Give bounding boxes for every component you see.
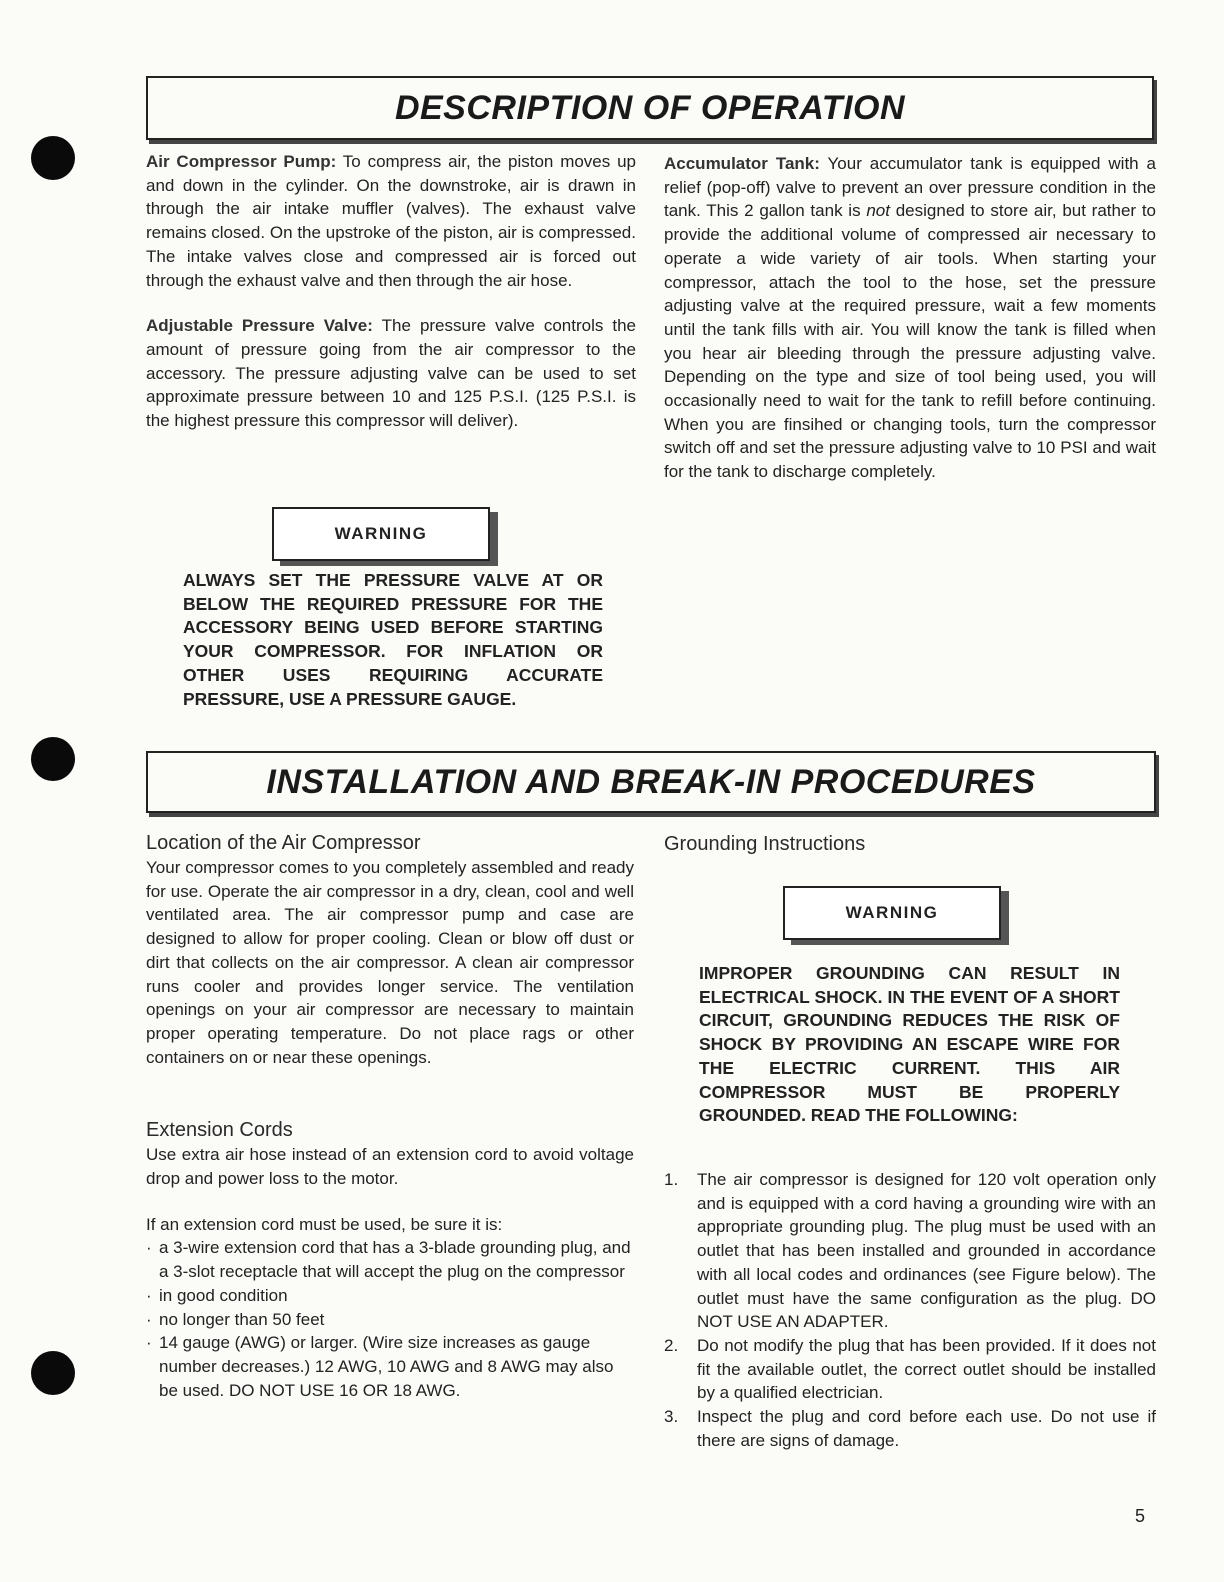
tank-lead: Accumulator Tank:: [664, 154, 820, 173]
installation-left-column: [146, 830, 634, 1402]
step-text: Do not modify the plug that has been provided. If it does not fit the available outlet, the correct outlet should be installed by a qualified electrician.: [697, 1335, 1156, 1403]
extension-cords-heading: Extension Cords: [146, 1119, 293, 1142]
warning-label: WARNING: [334, 524, 428, 543]
list-item: [664, 1168, 1156, 1334]
tank-text-a: Your accumulator tank is equipped with a relief (pop-off) valve to prevent an over pressure condition in the tank. This 2 gallon tank is: [664, 154, 1156, 221]
section-title-installation: INSTALLATION AND BREAK-IN PROCEDURES: [266, 762, 1036, 801]
tank-not-emphasis: not: [866, 201, 890, 221]
step-number: 2.: [664, 1335, 679, 1355]
warning-box-grounding: [783, 886, 1001, 940]
extension-paragraph: Use extra air hose instead of an extension cord to avoid voltage drop and power loss to the motor.: [146, 1145, 634, 1189]
page-number: 5: [1135, 1506, 1146, 1526]
adjustable-valve-paragraph: [146, 314, 636, 433]
extension-intro: If an extension cord must be used, be sure it is:: [146, 1214, 503, 1234]
grounding-steps-list: [664, 1168, 1156, 1452]
description-right-column: [664, 152, 1156, 484]
section-header-installation: [146, 751, 1156, 813]
pump-text: To compress air, the piston moves up and down in the cylinder. On the downstroke, air is drawn in through the air intake muffler (valves). The exhaust valve remains closed. On the upstroke of the piston, air is compressed. The intake valves close and compressed air is forced out through the exhaust valve and then through the air hose.: [146, 152, 636, 290]
list-item: [664, 1334, 1156, 1405]
pressure-warning-text: ALWAYS SET THE PRESSURE VALVE AT OR BELOW THE REQUIRED PRESSURE FOR THE ACCESSORY BEING USED BEFORE STARTING YOUR COMPRESSOR. FOR INFLATION OR OTHER USES REQUIRING ACCURATE PRESSURE, USE A PRESSURE GAUGE.: [183, 570, 603, 709]
grounding-column: [664, 831, 1156, 857]
grounding-steps: [664, 1168, 1156, 1452]
valve-lead: Adjustable Pressure Valve:: [146, 316, 373, 336]
binder-hole-middle: [31, 737, 75, 781]
description-left-column: [146, 150, 636, 433]
list-item: · a 3-wire extension cord that has a 3-blade grounding plug, and a 3-slot receptacle that will accept the plug on the compressor: [146, 1236, 634, 1283]
extension-requirements-list: [146, 1236, 634, 1402]
binder-hole-bottom: [31, 1351, 75, 1395]
step-text: Inspect the plug and cord before each use. Do not use if there are signs of damage.: [697, 1407, 1156, 1450]
air-compressor-pump-paragraph: [146, 150, 636, 292]
list-item: · 14 gauge (AWG) or larger. (Wire size increases as gauge number decreases.) 12 AWG, 10 AWG and 8 AWG may also be used. DO NOT USE 16 OR 18 AWG.: [146, 1331, 634, 1402]
pump-lead: Air Compressor Pump:: [146, 152, 337, 171]
warning-label: WARNING: [845, 903, 939, 922]
step-text: The air compressor is designed for 120 volt operation only and is equipped with a cord having a grounding wire with an appropriate grounding plug. The plug must be used with an outlet that has been installed and grounded in accordance with all local codes and ordinances (see Figure below). The outlet must have the same configuration as the plug. DO NOT USE AN ADAPTER.: [697, 1170, 1156, 1332]
section-title-description: DESCRIPTION OF OPERATION: [394, 88, 906, 127]
step-number: 1.: [664, 1170, 679, 1189]
location-heading: Location of the Air Compressor: [146, 832, 421, 854]
list-item: [664, 1405, 1156, 1452]
tank-text-b: designed to store air, but rather to provide the additional volume of compressed air necessary to operate a wide variety of air tools. When starting your compressor, attach the tool to the hose, set the pressure adjusting valve at the required pressure, wait a few moments until the tank fills with air. You will know the tank is filled when you hear air bleeding through the pressure adjusting valve. Depending on the type and size of tool being used, you will occasionally need to wait for the tank to refill before continuing. When you are finsihed or changing tools, turn the compressor switch off and set the pressure adjusting valve to 10 PSI and wait for the tank to discharge completely.: [664, 201, 1157, 482]
accumulator-tank-paragraph: [664, 152, 1156, 484]
list-item: · in good condition: [146, 1284, 634, 1308]
binder-hole-top: [31, 136, 75, 180]
warning-box-pressure: [272, 507, 490, 561]
step-number: 3.: [664, 1407, 679, 1427]
list-item: · no longer than 50 feet: [146, 1308, 634, 1332]
location-paragraph: Your compressor comes to you completely assembled and ready for use. Operate the air compressor in a dry, clean, cool and well ventilated area. The air compressor pump and case are designed to allow for proper cooling. Clean or blow off dust or dirt that collects on the air compressor. A clean air compressor runs cooler and provides longer service. The ventilation openings on your air compressor are necessary to maintain proper operating temperature. Do not place rags or other containers on or near these openings.: [146, 858, 634, 1067]
valve-text: The pressure valve controls the amount of pressure going from the air compressor to the accessory. The pressure adjusting valve can be used to set approximate pressure between 10 and 125 P.S.I. (125 P.S.I. is the highest pressure this compressor will deliver).: [146, 316, 637, 431]
grounding-heading: Grounding Instructions: [664, 833, 866, 855]
grounding-warning-text: IMPROPER GROUNDING CAN RESULT IN ELECTRICAL SHOCK. IN THE EVENT OF A SHORT CIRCUIT, GROUNDING REDUCES THE RISK OF SHOCK BY PROVIDING AN ESCAPE WIRE FOR THE ELECTRIC CURRENT. THIS AIR COMPRESSOR MUST BE PROPERLY GROUNDED. READ THE FOLLOWING:: [699, 963, 1120, 1126]
section-header-description: [146, 76, 1154, 140]
